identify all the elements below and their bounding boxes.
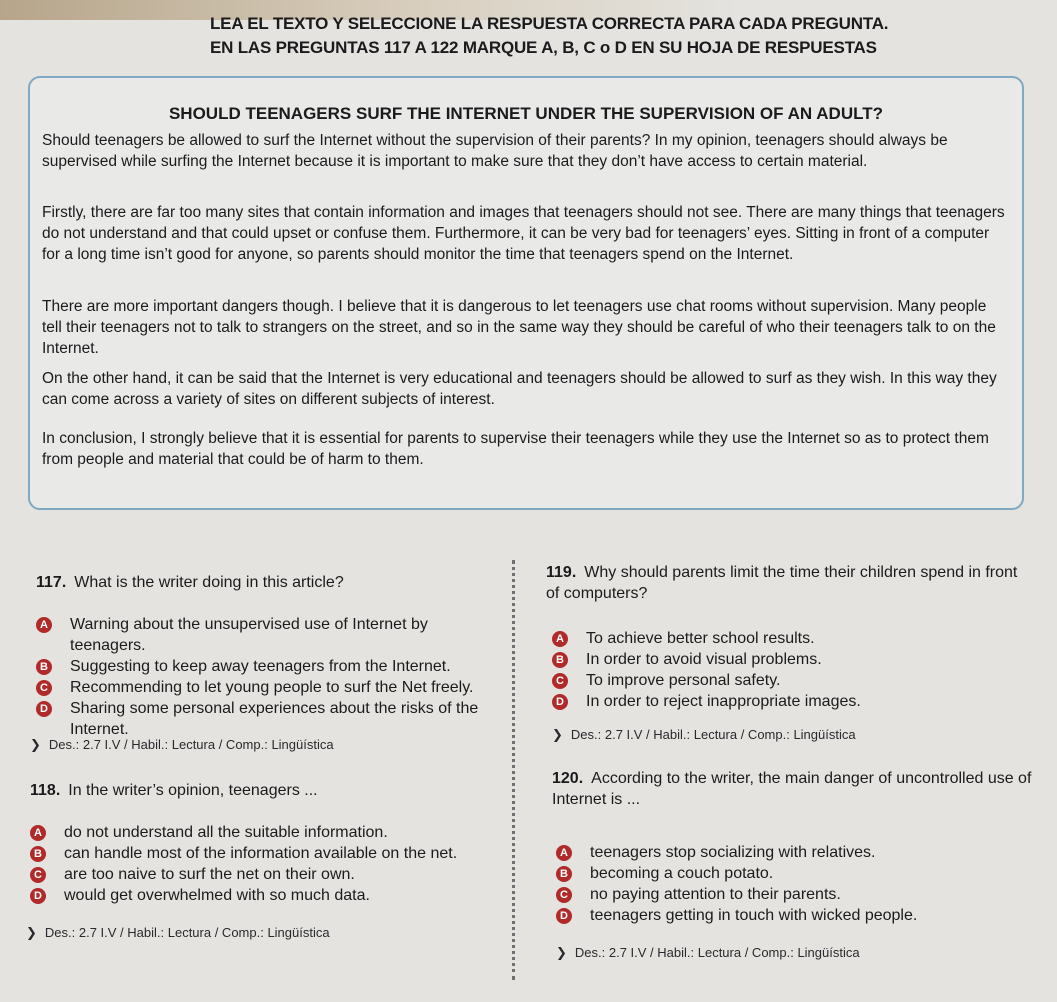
option-118-c[interactable] xyxy=(30,864,500,885)
option-letter-badge: A xyxy=(556,845,572,861)
option-120-c[interactable] xyxy=(556,884,1026,905)
option-text: In order to reject inappropriate images. xyxy=(586,693,861,710)
option-text: In order to avoid visual problems. xyxy=(586,651,822,668)
option-117-a[interactable] xyxy=(36,614,496,656)
option-letter-badge: C xyxy=(30,867,46,883)
question-118-descriptor xyxy=(26,924,330,942)
option-120-d[interactable] xyxy=(556,905,1026,926)
question-119 xyxy=(546,562,1026,604)
chevron-right-icon: ❯ xyxy=(26,925,37,940)
option-119-c[interactable] xyxy=(552,670,1022,691)
passage-paragraph-3: There are more important dangers though. I believe that it is dangerous to let teenagers use chat rooms without supervision. Many people tell their teenagers not to talk to strangers on the street, and so in the same way they should be careful of who their teenagers talk to on the Internet. xyxy=(42,298,996,357)
option-117-d[interactable] xyxy=(36,698,496,740)
options-118 xyxy=(30,822,500,906)
passage-title: SHOULD TEENAGERS SURF THE INTERNET UNDER THE SUPERVISION OF AN ADULT? xyxy=(168,104,884,123)
option-letter-badge: C xyxy=(36,680,52,696)
option-letter-badge: C xyxy=(556,887,572,903)
option-text: Suggesting to keep away teenagers from the Internet. xyxy=(70,658,451,675)
question-117 xyxy=(36,572,496,593)
option-letter-badge: B xyxy=(30,846,46,862)
option-letter-badge: D xyxy=(30,888,46,904)
option-letter-badge: B xyxy=(36,659,52,675)
instructions-header xyxy=(210,12,889,60)
option-118-a[interactable] xyxy=(30,822,500,843)
option-text: are too naive to surf the net on their own. xyxy=(64,866,355,883)
option-letter-badge: A xyxy=(36,617,52,633)
passage-paragraph-4: On the other hand, it can be said that the Internet is very educational and teenagers should be allowed to surf as they wish. In this way they can come across a variety of sites on different subjects of interest. xyxy=(42,370,997,408)
option-letter-badge: B xyxy=(556,866,572,882)
question-number: 118. xyxy=(30,782,61,799)
passage-paragraph-1: Should teenagers be allowed to surf the Internet without the supervision of their parents? In my opinion, teenagers should always be supervised while surfing the Internet because it is important to make sure that they don’t have access to certain material. xyxy=(42,132,948,170)
chevron-right-icon: ❯ xyxy=(552,727,563,742)
option-119-d[interactable] xyxy=(552,691,1022,712)
question-number: 119. xyxy=(546,564,577,581)
passage-paragraph-5: In conclusion, I strongly believe that it is essential for parents to supervise their teenagers while they use the Internet so as to protect them from people and material that could be of harm to them. xyxy=(42,430,989,468)
option-text: would get overwhelmed with so much data. xyxy=(64,887,370,904)
option-text: do not understand all the suitable information. xyxy=(64,824,388,841)
question-117-descriptor xyxy=(30,736,334,754)
question-text: Why should parents limit the time their children spend in front of computers? xyxy=(546,564,1018,602)
option-119-a[interactable] xyxy=(552,628,1022,649)
question-119-descriptor xyxy=(552,726,856,744)
question-120-descriptor xyxy=(556,944,860,962)
options-120 xyxy=(556,842,1026,926)
option-text: can handle most of the information available on the net. xyxy=(64,845,458,862)
option-118-d[interactable] xyxy=(30,885,500,906)
option-letter-badge: C xyxy=(552,673,568,689)
descriptor-text: Des.: 2.7 I.V / Habil.: Lectura / Comp.: Lingüística xyxy=(574,945,860,960)
question-118 xyxy=(30,780,500,801)
question-text: In the writer’s opinion, teenagers ... xyxy=(68,782,318,799)
option-letter-badge: D xyxy=(552,694,568,710)
option-117-c[interactable] xyxy=(36,677,496,698)
descriptor-text: Des.: 2.7 I.V / Habil.: Lectura / Comp.: Lingüística xyxy=(570,727,856,742)
options-119 xyxy=(552,628,1022,712)
option-letter-badge: A xyxy=(552,631,568,647)
option-text: Warning about the unsupervised use of Internet by teenagers. xyxy=(70,616,428,654)
option-text: Sharing some personal experiences about the risks of the Internet. xyxy=(70,700,479,738)
descriptor-text: Des.: 2.7 I.V / Habil.: Lectura / Comp.: Lingüística xyxy=(44,925,330,940)
option-118-b[interactable] xyxy=(30,843,500,864)
option-text: no paying attention to their parents. xyxy=(590,886,841,903)
option-117-b[interactable] xyxy=(36,656,496,677)
descriptor-text: Des.: 2.7 I.V / Habil.: Lectura / Comp.: Lingüística xyxy=(48,737,334,752)
question-number: 117. xyxy=(36,574,67,591)
instructions-line-2: EN LAS PREGUNTAS 117 A 122 MARQUE A, B, C o D EN SU HOJA DE RESPUESTAS xyxy=(210,38,877,57)
passage-paragraph-2: Firstly, there are far too many sites that contain information and images that teenagers should not see. There are many things that teenagers do not understand and that could upset or confuse them. Furthermore, it can be very bad for teenagers’ eyes. Sitting in front of a computer for a long time isn’t good for anyone, so parents should monitor the time that teenagers spend on the Internet. xyxy=(42,204,1005,263)
option-letter-badge: D xyxy=(556,908,572,924)
reading-passage-box xyxy=(28,76,1024,510)
option-120-a[interactable] xyxy=(556,842,1026,863)
option-119-b[interactable] xyxy=(552,649,1022,670)
option-text: becoming a couch potato. xyxy=(590,865,774,882)
question-text: What is the writer doing in this article? xyxy=(74,574,344,591)
option-120-b[interactable] xyxy=(556,863,1026,884)
option-text: To achieve better school results. xyxy=(586,630,815,647)
instructions-line-1: LEA EL TEXTO Y SELECCIONE LA RESPUESTA CORRECTA PARA CADA PREGUNTA. xyxy=(210,14,889,33)
option-text: teenagers stop socializing with relatives. xyxy=(590,844,876,861)
option-letter-badge: A xyxy=(30,825,46,841)
question-text: According to the writer, the main danger of uncontrolled use of Internet is ... xyxy=(552,770,1032,808)
option-text: Recommending to let young people to surf the Net freely. xyxy=(70,679,474,696)
option-letter-badge: D xyxy=(36,701,52,717)
option-text: teenagers getting in touch with wicked people. xyxy=(590,907,918,924)
options-117 xyxy=(36,614,496,740)
question-120 xyxy=(552,768,1032,810)
column-divider xyxy=(512,560,515,980)
option-text: To improve personal safety. xyxy=(586,672,781,689)
chevron-right-icon: ❯ xyxy=(30,737,41,752)
option-letter-badge: B xyxy=(552,652,568,668)
question-number: 120. xyxy=(552,770,584,787)
chevron-right-icon: ❯ xyxy=(556,945,567,960)
